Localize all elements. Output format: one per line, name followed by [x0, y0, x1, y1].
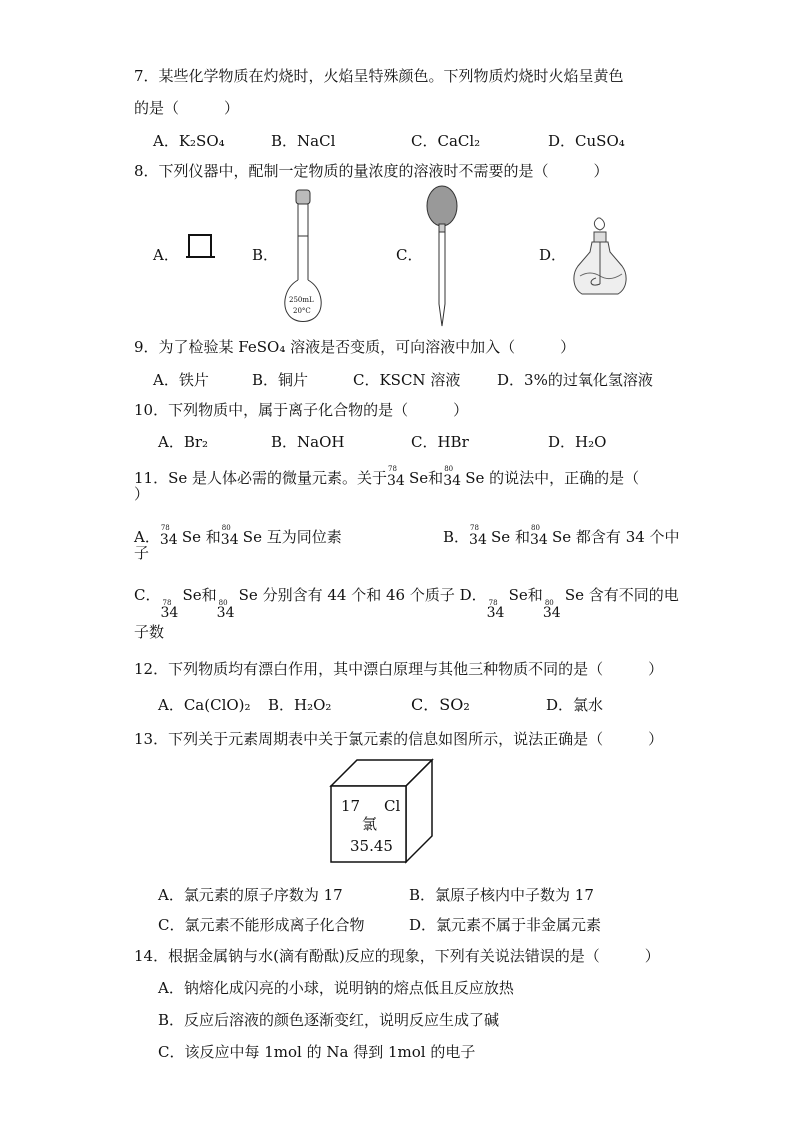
q12-option-b[interactable]: B．H₂O₂ [268, 696, 332, 714]
flask-temp-label: 20°C [293, 307, 311, 315]
beaker-square-icon [186, 232, 216, 262]
isotope-se78: 78 34 [469, 524, 487, 548]
isotope-se78: 78 34 [486, 599, 505, 621]
q11-option-c[interactable]: C． 78 34 Se和 80 34 Se 分别含有 44 个和 46 个质子 D． 78 34 Se和 80 34 Se 含有不同的电 [134, 586, 679, 621]
q8-stem: 8．下列仪器中，配制一定物质的量浓度的溶液时不需要的是（ ） [134, 162, 609, 180]
q13-stem: 13．下列关于元素周期表中关于氯元素的信息如图所示，说法正确是（ ） [134, 730, 664, 748]
q11-option-d-wrap: 子数 [134, 623, 165, 641]
q10-option-d[interactable]: D．H₂O [548, 433, 607, 451]
q7-option-c[interactable]: C．CaCl₂ [411, 132, 481, 150]
isotope-se80: 80 34 [216, 599, 235, 621]
q11-option-b[interactable]: B． 78 34 Se 和 80 34 Se 都含有 34 个中 [443, 524, 680, 548]
flask-volume-label: 250mL [289, 296, 314, 304]
alcohol-lamp-icon [570, 214, 630, 300]
q14-option-c[interactable]: C．该反应中每 1mol 的 Na 得到 1mol 的电子 [158, 1043, 476, 1061]
q13-option-a[interactable]: A．氯元素的原子序数为 17 [158, 886, 343, 904]
q11-option-a[interactable]: A． 78 34 Se 和 80 34 Se 互为同位素 [134, 524, 342, 548]
q10-option-b[interactable]: B．NaOH [271, 433, 345, 451]
q12-stem: 12．下列物质均有漂白作用，其中漂白原理与其他三种物质不同的是（ ） [134, 660, 664, 678]
q8-option-b[interactable]: B． [252, 246, 279, 264]
q11-stem: 11．Se 是人体必需的微量元素。关于 78 34 Se和 80 34 Se 的说法中，正确的是（ [134, 465, 640, 489]
element-atomic-number: 17 [341, 797, 361, 815]
isotope-se80: 80 34 [443, 465, 462, 489]
isotope-se78: 78 34 [387, 465, 405, 489]
q8-option-c[interactable]: C． [396, 246, 423, 264]
q14-option-a[interactable]: A．钠熔化成闪亮的小球，说明钠的熔点低且反应放热 [158, 979, 514, 997]
isotope-se78: 78 34 [159, 524, 178, 548]
q13-option-b[interactable]: B．氯原子核内中子数为 17 [409, 886, 594, 904]
dropper-icon [422, 184, 462, 330]
q13-option-d[interactable]: D．氯元素不属于非金属元素 [409, 916, 602, 934]
q8-option-a[interactable]: A． [153, 246, 179, 264]
q9-stem: 9．为了检验某 FeSO₄ 溶液是否变质，可向溶液中加入（ ） [134, 338, 576, 356]
q7-option-b[interactable]: B．NaCl [271, 132, 336, 150]
q11-stem-end: ） [134, 485, 150, 503]
isotope-se78: 78 34 [160, 599, 179, 621]
isotope-se80: 80 34 [529, 524, 548, 548]
q7-stem-line2: 的是（ ） [134, 99, 240, 117]
element-atomic-mass: 35.45 [350, 837, 393, 855]
q7-stem-line1: 7．某些化学物质在灼烧时，火焰呈特殊颜色。下列物质灼烧时火焰呈黄色 [134, 67, 624, 85]
q12-option-c[interactable]: C．SO₂ [411, 695, 470, 714]
element-name: 氯 [362, 815, 378, 833]
isotope-se80: 80 34 [220, 524, 239, 548]
q14-option-b[interactable]: B．反应后溶液的颜色逐渐变红，说明反应生成了碱 [158, 1011, 500, 1029]
q13-option-c[interactable]: C．氯元素不能形成离子化合物 [158, 916, 365, 934]
q10-option-c[interactable]: C．HBr [411, 433, 469, 451]
q10-option-a[interactable]: A．Br₂ [158, 433, 209, 451]
q7-option-d[interactable]: D．CuSO₄ [548, 132, 625, 150]
q12-option-d[interactable]: D．氯水 [546, 696, 604, 714]
element-symbol: Cl [384, 797, 401, 815]
q14-stem: 14．根据金属钠与水(滴有酚酞)反应的现象，下列有关说法错误的是（ ） [134, 947, 660, 965]
q12-option-a[interactable]: A．Ca(ClO)₂ [158, 696, 251, 714]
q9-option-d[interactable]: D．3%的过氧化氢溶液 [497, 371, 653, 389]
q7-option-a[interactable]: A．K₂SO₄ [153, 132, 225, 150]
q9-option-b[interactable]: B．铜片 [252, 371, 309, 389]
q9-option-c[interactable]: C．KSCN 溶液 [353, 371, 461, 389]
q11-stem-text: 11．Se 是人体必需的微量元素。关于 [134, 469, 388, 487]
q8-option-d[interactable]: D． [539, 246, 567, 264]
q11-option-b-wrap: 子 [134, 544, 150, 562]
q9-option-a[interactable]: A．铁片 [153, 371, 209, 389]
q10-stem: 10．下列物质中，属于离子化合物的是（ ） [134, 401, 469, 419]
isotope-se80: 80 34 [542, 599, 561, 621]
